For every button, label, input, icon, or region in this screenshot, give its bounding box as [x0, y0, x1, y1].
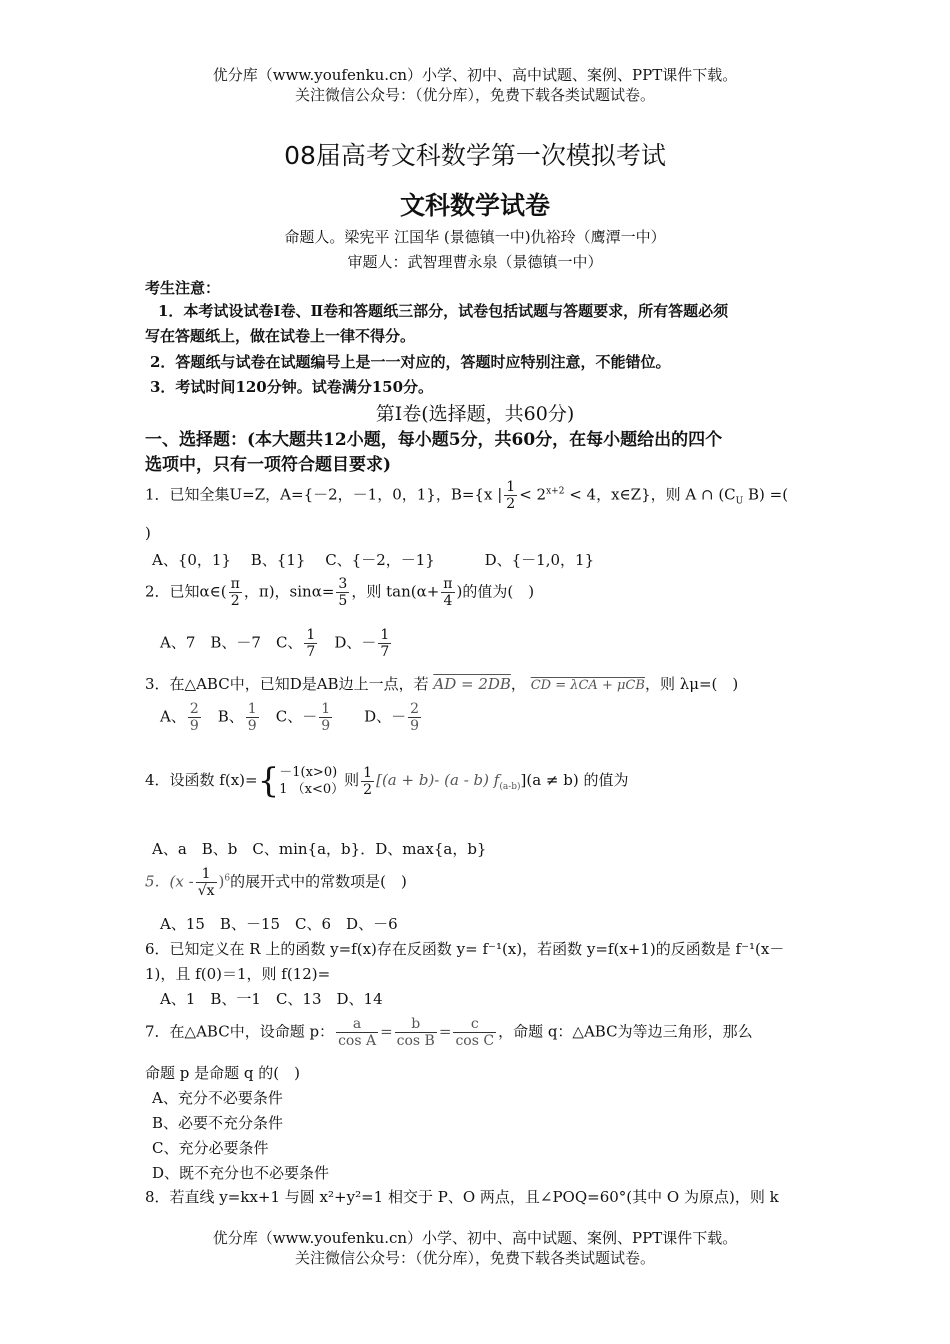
- q7-f3n: c: [453, 1016, 496, 1033]
- q3-vector-2: CD = λCA + μCB: [530, 678, 645, 693]
- question-7-line-2: 命题 p 是命题 q 的( ): [145, 1064, 300, 1082]
- q3-text: 3．在△ABC中，已知D是AB边上一点，若: [145, 675, 429, 693]
- q3-b-frac: [246, 701, 259, 734]
- notice-item-3: 3．考试时间120分钟。试卷满分150分。: [150, 378, 434, 396]
- q7-f1d: cos A: [338, 1033, 377, 1049]
- q2-c: ，则 tan(α+: [351, 582, 440, 601]
- question-8: 8．若直线 y=kx+1 与圆 x²+y²=1 相交于 P、O 两点，且∠POQ=60°(其中 O 为原点)，则 k: [145, 1188, 779, 1206]
- notice-item-2: 2．答题纸与试卷在试题编号上是一一对应的，答题时应特别注意，不能错位。: [150, 353, 671, 371]
- q3-aD: 9: [189, 718, 199, 734]
- q5-sup: 6: [224, 873, 231, 884]
- question-4: [145, 761, 629, 801]
- q2-oCn: 1: [306, 627, 316, 643]
- q3-tail: ，则 λμ=( ): [644, 675, 739, 693]
- q5-b: ): [218, 872, 225, 891]
- q7-b: ，命题 q：△ABC为等边三角形，那么: [498, 1022, 753, 1041]
- q2-frac-3: [441, 576, 454, 609]
- q2-f2d: 5: [338, 593, 348, 609]
- q2-opt-ab: A、7 B、－7 C、: [160, 633, 303, 652]
- q2-opt-c-frac: [304, 627, 317, 660]
- q4-fn: 1: [363, 764, 373, 781]
- q4-b: 则: [344, 771, 360, 789]
- q3-comma: ，: [510, 675, 526, 693]
- q4-brace: {: [257, 761, 280, 801]
- q7-frac-2: [395, 1016, 437, 1049]
- q3-a-frac: [188, 701, 201, 734]
- q2-b: ，π)，sinα=: [243, 582, 335, 601]
- q7-frac-3: [453, 1016, 496, 1049]
- q4-piece-2: 1 （x<0）: [279, 782, 345, 797]
- q7-option-d: D、既不充分也不必要条件: [152, 1164, 330, 1182]
- question-7: [145, 1016, 753, 1049]
- q7-eq-1: =: [380, 1022, 393, 1041]
- question-6-line-1: 6．已知定义在 R 上的函数 y=f(x)存在反函数 y= f⁻¹(x)，若函数 y=f(x+1)的反函数是 f⁻¹(x－: [145, 940, 785, 958]
- q3-bD: 9: [247, 718, 257, 734]
- q4-a: 4．设函数 f(x)=: [145, 771, 258, 789]
- q7-option-a: A、充分不必要条件: [152, 1089, 283, 1107]
- q2-frac-1: [229, 576, 242, 609]
- q7-f2d: cos B: [396, 1033, 435, 1049]
- q1-fraction: [504, 479, 517, 512]
- q3-opt-b: B、: [202, 707, 244, 726]
- q2-options: [160, 627, 393, 660]
- q7-option-c: C、充分必要条件: [152, 1139, 269, 1157]
- q1-sup: x+2: [546, 486, 565, 497]
- q4-d: ](a ≠ b) 的值为: [520, 771, 629, 789]
- q1-text: 1．已知全集U=Z，A={－2，－1，0，1}，B={x |: [145, 485, 503, 504]
- q4-frac: [361, 765, 374, 798]
- q2-opt-d: D、－: [319, 633, 377, 652]
- q6-options: A、1 B、一1 C、13 D、14: [160, 990, 383, 1008]
- q2-f3d: 4: [443, 593, 453, 609]
- q5-a: 5．(x -: [145, 872, 194, 891]
- q3-d-frac: [408, 701, 421, 734]
- q3-opt-a: A、: [160, 707, 186, 726]
- q4-piece-1: －1(x>0): [279, 765, 338, 780]
- q4-c: [(a + b)- (a - b) f: [376, 771, 500, 789]
- q1-continuation: ): [145, 524, 151, 542]
- section-1-line-1: 一、选择题：(本大题共12小题，每小题5分，共60分，在每小题给出的四个: [145, 430, 723, 450]
- question-5: [145, 866, 407, 899]
- q3-bN: 1: [247, 701, 257, 717]
- footer-line-2: 关注微信公众号：（优分库），免费下载各类试题试卷。: [294, 1249, 655, 1267]
- q2-f3n: π: [443, 576, 453, 592]
- q7-frac-1: [336, 1016, 378, 1049]
- q4-sub: (a-b): [499, 782, 521, 792]
- q7-eq-2: =: [438, 1022, 452, 1041]
- q3-opt-c: C、－: [260, 707, 318, 726]
- q1-frac-num: 1: [506, 479, 516, 495]
- q4-fd: 2: [363, 781, 373, 798]
- q3-cN: 1: [321, 701, 331, 717]
- q1-sub: U: [735, 496, 744, 507]
- authors-line: 命题人。梁宪平 江国华 (景德镇一中)仇裕玲（鹰潭一中）: [284, 228, 666, 246]
- q2-f2n: 3: [338, 576, 348, 592]
- section-1-line-2: 选项中，只有一项符合题目要求): [145, 455, 392, 475]
- q1-options: A、{0，1} B、{1} C、{－2，－1} D、{－1,0，1}: [152, 551, 595, 569]
- q3-aN: 2: [189, 701, 199, 717]
- question-2: [145, 576, 534, 609]
- q3-options: [160, 701, 423, 734]
- q3-dD: 9: [410, 718, 420, 734]
- header-line-2: 关注微信公众号：（优分库），免费下载各类试题试卷。: [294, 86, 655, 104]
- notice-item-1-cont: 写在答题纸上，做在试卷上一律不得分。: [145, 327, 416, 345]
- q4-piecewise: [279, 764, 344, 798]
- q5-c: 的展开式中的常数项是( ): [230, 872, 407, 891]
- q7-option-b: B、必要不充分条件: [152, 1114, 284, 1132]
- q2-oDd: 7: [380, 644, 390, 660]
- question-3: [145, 673, 738, 694]
- header-line-1: 优分库（www.youfenku.cn）小学、初中、高中试题、案例、PPT课件下载。: [212, 66, 738, 84]
- q2-f1n: π: [230, 576, 240, 592]
- exam-title: 08届高考文科数学第一次模拟考试: [284, 141, 666, 170]
- q2-opt-d-frac: [378, 627, 391, 660]
- q7-f3d: cos C: [455, 1033, 495, 1049]
- q5-frac: [196, 866, 217, 899]
- reviewers-line: 审题人：武智理曹永泉（景德镇一中）: [347, 253, 603, 271]
- q2-frac-2: [336, 576, 349, 609]
- q3-c-frac: [319, 701, 332, 734]
- question-6-line-2: 1)，且 f(0)＝1，则 f(12)=: [145, 965, 331, 983]
- notice-heading: 考生注意：: [145, 279, 221, 297]
- exam-subtitle: 文科数学试卷: [399, 191, 550, 220]
- q3-vector-1: AD = 2DB: [433, 675, 511, 693]
- q1-frac-den: 2: [506, 496, 516, 512]
- q1-mid: < 2: [519, 485, 547, 504]
- q3-cD: 9: [321, 718, 331, 734]
- q7-f2n: b: [395, 1016, 437, 1033]
- q5-options: A、15 B、－15 C、6 D、－6: [160, 915, 398, 933]
- q1-end: B) =(: [748, 485, 789, 504]
- q7-f1n: a: [336, 1016, 378, 1033]
- q2-a: 2．已知α∈(: [145, 582, 227, 601]
- notice-item-1: 1．本考试设试卷Ⅰ卷、Ⅱ卷和答题纸三部分，试卷包括试题与答题要求，所有答题必须: [158, 302, 729, 320]
- q7-a: 7．在△ABC中，设命题 p：: [145, 1022, 335, 1041]
- q2-d: )的值为( ): [456, 582, 535, 601]
- q2-oDn: 1: [380, 627, 390, 643]
- part-1-heading: 第Ⅰ卷(选择题，共60分): [375, 403, 575, 425]
- q2-f1d: 2: [230, 593, 240, 609]
- q2-oCd: 7: [306, 644, 316, 660]
- question-1: [145, 479, 788, 512]
- q5-fd: √x: [197, 883, 215, 899]
- footer-line-1: 优分库（www.youfenku.cn）小学、初中、高中试题、案例、PPT课件下载。: [212, 1229, 738, 1247]
- q4-options: A、a B、b C、min{a，b}．D、max{a，b}: [152, 840, 487, 858]
- q5-fn: 1: [196, 866, 217, 883]
- q3-opt-d: D、－: [334, 707, 407, 726]
- q1-tail: < 4，x∈Z}，则 A ∩ (C: [569, 485, 736, 504]
- q3-dN: 2: [410, 701, 420, 717]
